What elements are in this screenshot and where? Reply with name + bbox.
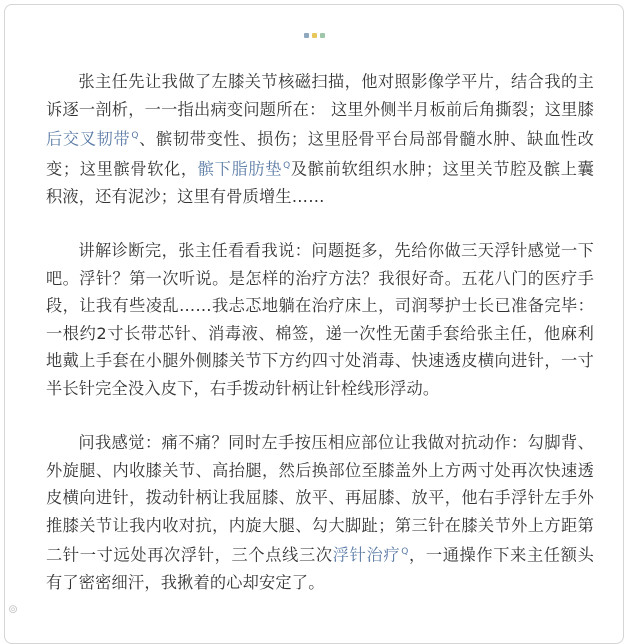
keyword-link[interactable]: 浮针治疗 bbox=[332, 545, 401, 565]
keyword-link[interactable]: 后交叉韧带 bbox=[46, 129, 131, 149]
article-body bbox=[46, 68, 594, 624]
watermark bbox=[8, 602, 18, 616]
search-icon[interactable]: Q bbox=[283, 160, 291, 171]
paragraph-text: 讲解诊断完，张主任看看我说：问题挺多，先给你做三天浮针感觉一下吧。浮针？第一次听说。是怎样的治疗方法？我很好奇。五花八门的医疗手段，让我有些凌乱……我忐忑地躺在治疗床上，司润琴护士长已准备完毕：一根约2寸长带芯针、消毒液、棉签，递一次性无菌手套给张主任，他麻利地戴上手套在小腿外侧膝关节下方约四寸处消毒、快速透皮横向进针，一寸半长针完全没入皮下，右手拨动针柄让针栓线形浮动。 bbox=[46, 241, 594, 398]
search-icon[interactable]: Q bbox=[401, 547, 409, 558]
dot-icon-1 bbox=[304, 33, 309, 38]
paragraph-2 bbox=[46, 237, 594, 402]
dot-icon-3 bbox=[320, 33, 325, 38]
paragraph-1 bbox=[46, 68, 594, 210]
search-icon[interactable]: Q bbox=[131, 131, 139, 141]
paragraph-text: ，一通操作下来主任额头有了密密细汗，我揪着的心却安定了。 bbox=[46, 545, 594, 593]
paragraph-text: 、髌韧带变性、损伤；这里胫骨平台局部骨髓水肿、缺血性改变；这里髌骨软化， bbox=[46, 129, 594, 179]
keyword-link[interactable]: 髌下脂肪垫 bbox=[197, 159, 283, 179]
decorative-dots bbox=[0, 33, 629, 38]
weibo-icon: ⊚ bbox=[8, 602, 19, 616]
paragraph-3 bbox=[46, 429, 594, 596]
paragraph-text: 及髌前软组织水肿；这里关节腔及髌上囊积液，还有泥沙；这里有骨质增生…… bbox=[46, 159, 594, 206]
paragraph-text: 问我感觉：痛不痛？同时左手按压相应部位让我做对抗动作：勾脚背、外旋腿、内收膝关节、高抬腿，然后换部位至膝盖外上方两寸处再次快速透皮横向进针，拨动针柄让我屈膝、放平、再屈膝、放平，他右手浮针左手外推膝关节让我内收对抗，内旋大腿、勾大脚趾；第三针在膝关节外上方距第二针一寸远处再次浮针，三个点线三次 bbox=[46, 433, 594, 565]
paragraph-text: 张主任先让我做了左膝关节核磁扫描，他对照影像学平片，结合我的主诉逐一剖析，一一指出病变问题所在： 这里外侧半月板前后角撕裂；这里膝 bbox=[46, 72, 594, 119]
dot-icon-2 bbox=[312, 33, 317, 38]
